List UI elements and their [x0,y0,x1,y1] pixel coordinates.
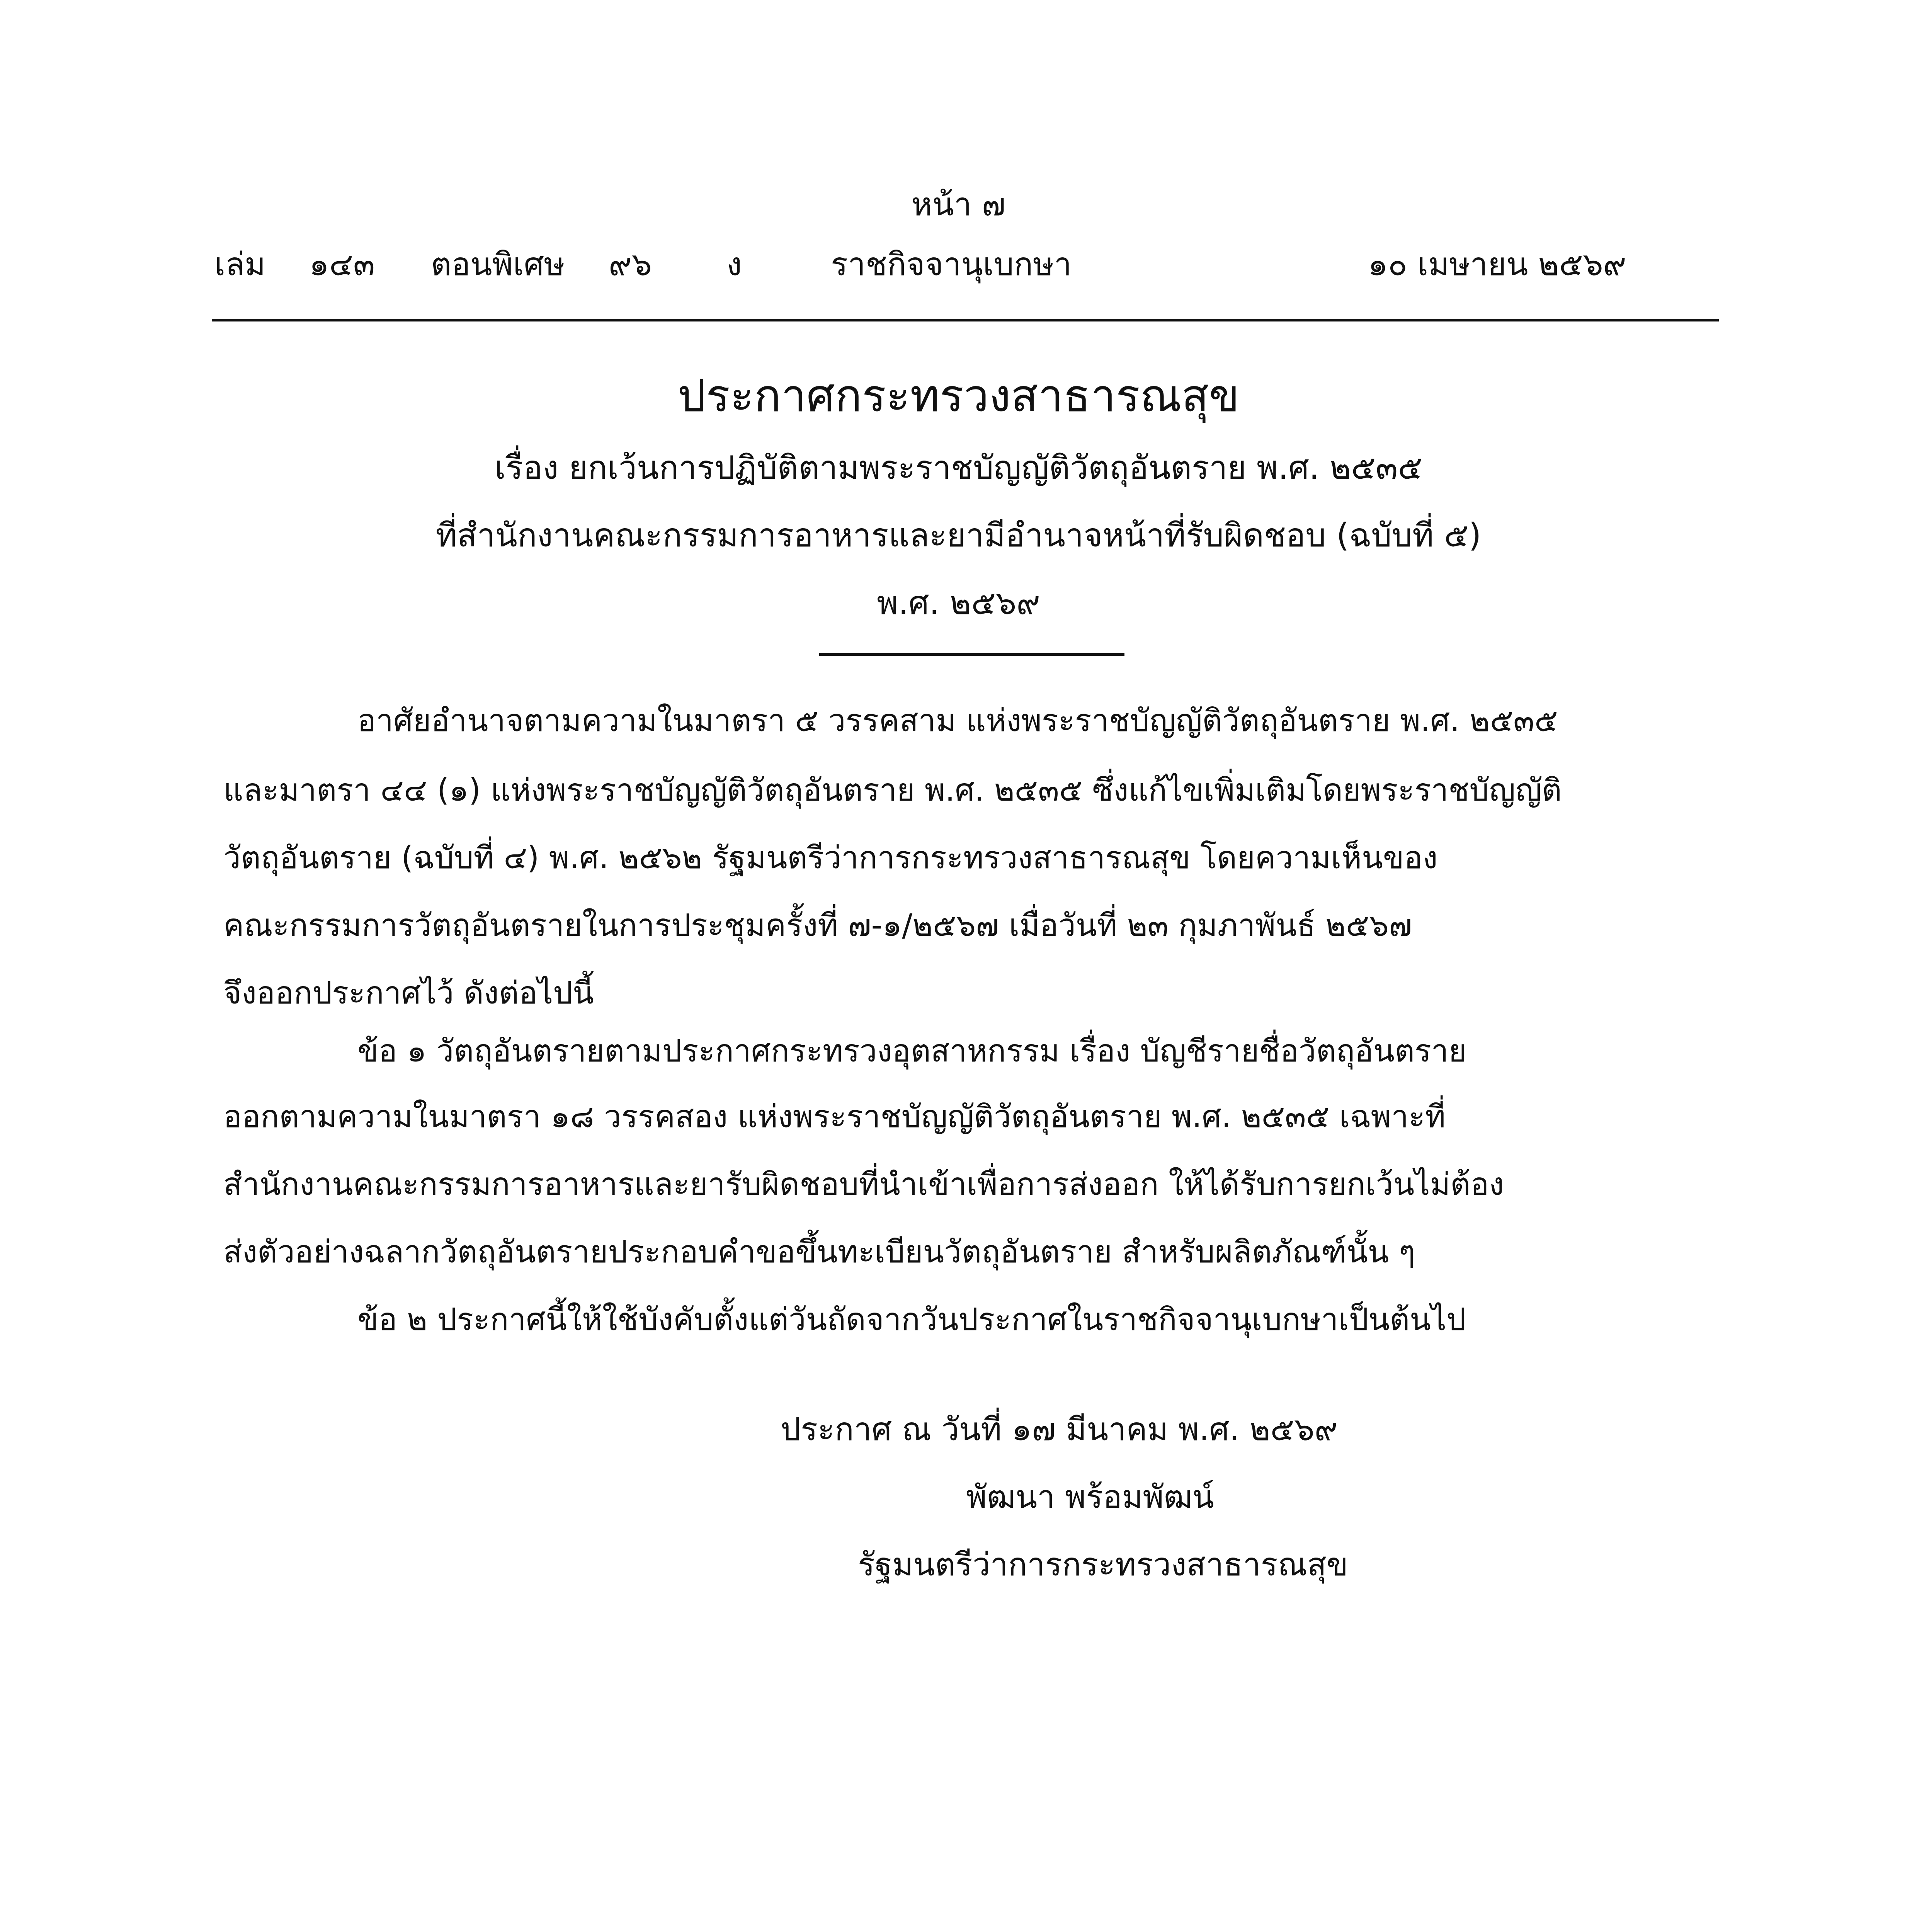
section-label: ตอนพิเศษ [431,246,565,283]
title-divider [819,653,1124,656]
signatory-name: พัฒนา พร้อมพัฒน์ [966,1479,1214,1515]
preamble-line: จึงออกประกาศไว้ ดังต่อไปนี้ [223,975,594,1011]
clause-1-line: ข้อ ๑ วัตถุอันตรายตามประกาศกระทรวงอุตสาหกรรม เรื่อง บัญชีรายชื่อวัตถุอันตราย [357,1033,1467,1069]
publication-date: ๑๐ เมษายน ๒๕๖๙ [1368,246,1626,283]
section-letter: ง [726,246,742,283]
clause-1-line: ออกตามความในมาตรา ๑๘ วรรคสอง แห่งพระราชบัญญัติวัตถุอันตราย พ.ศ. ๒๕๓๕ เฉพาะที่ [223,1099,1446,1134]
subject-line-1: เรื่อง ยกเว้นการปฏิบัติตามพระราชบัญญัติวัตถุอันตราย พ.ศ. ๒๕๓๕ [494,449,1423,486]
publication-name: ราชกิจจานุเบกษา [831,246,1072,283]
clause-1-line: ส่งตัวอย่างฉลากวัตถุอันตรายประกอบคำขอขึ้นทะเบียนวัตถุอันตราย สำหรับผลิตภัณฑ์นั้น ๆ [223,1234,1415,1270]
signature-date: ประกาศ ณ วันที่ ๑๗ มีนาคม พ.ศ. ๒๕๖๙ [781,1411,1338,1448]
section-number: ๙๖ [609,246,652,283]
announcement-title: ประกาศกระทรวงสาธารณสุข [677,370,1240,422]
preamble-line: วัตถุอันตราย (ฉบับที่ ๔) พ.ศ. ๒๕๖๒ รัฐมนตรีว่าการกระทรวงสาธารณสุข โดยความเห็นของ [223,840,1438,876]
header-divider [212,319,1719,321]
volume-label: เล่ม [214,246,266,283]
preamble-line: อาศัยอำนาจตามความในมาตรา ๕ วรรคสาม แห่งพระราชบัญญัติวัตถุอันตราย พ.ศ. ๒๕๓๕ [357,702,1558,738]
clause-1-line: สำนักงานคณะกรรมการอาหารและยารับผิดชอบที่นำเข้าเพื่อการส่งออก ให้ได้รับการยกเว้นไม่ต้อง [223,1166,1504,1202]
signatory-title: รัฐมนตรีว่าการกระทรวงสาธารณสุข [858,1546,1348,1583]
subject-line-3: พ.ศ. ๒๕๖๙ [877,584,1040,622]
preamble-line: คณะกรรมการวัตถุอันตรายในการประชุมครั้งที่ ๗-๑/๒๕๖๗ เมื่อวันที่ ๒๓ กุมภาพันธ์ ๒๕๖๗ [223,907,1412,943]
preamble-line: และมาตรา ๔๔ (๑) แห่งพระราชบัญญัติวัตถุอันตราย พ.ศ. ๒๕๓๕ ซึ่งแก้ไขเพิ่มเติมโดยพระราชบัญญัติ [223,772,1562,808]
clause-2-line: ข้อ ๒ ประกาศนี้ให้ใช้บังคับตั้งแต่วันถัดจากวันประกาศในราชกิจจานุเบกษาเป็นต้นไป [357,1301,1466,1337]
page-number: หน้า ๗ [911,186,1006,223]
volume-number: ๑๔๓ [309,246,375,283]
subject-line-2: ที่สำนักงานคณะกรรมการอาหารและยามีอำนาจหน้าที่รับผิดชอบ (ฉบับที่ ๕) [435,516,1482,554]
